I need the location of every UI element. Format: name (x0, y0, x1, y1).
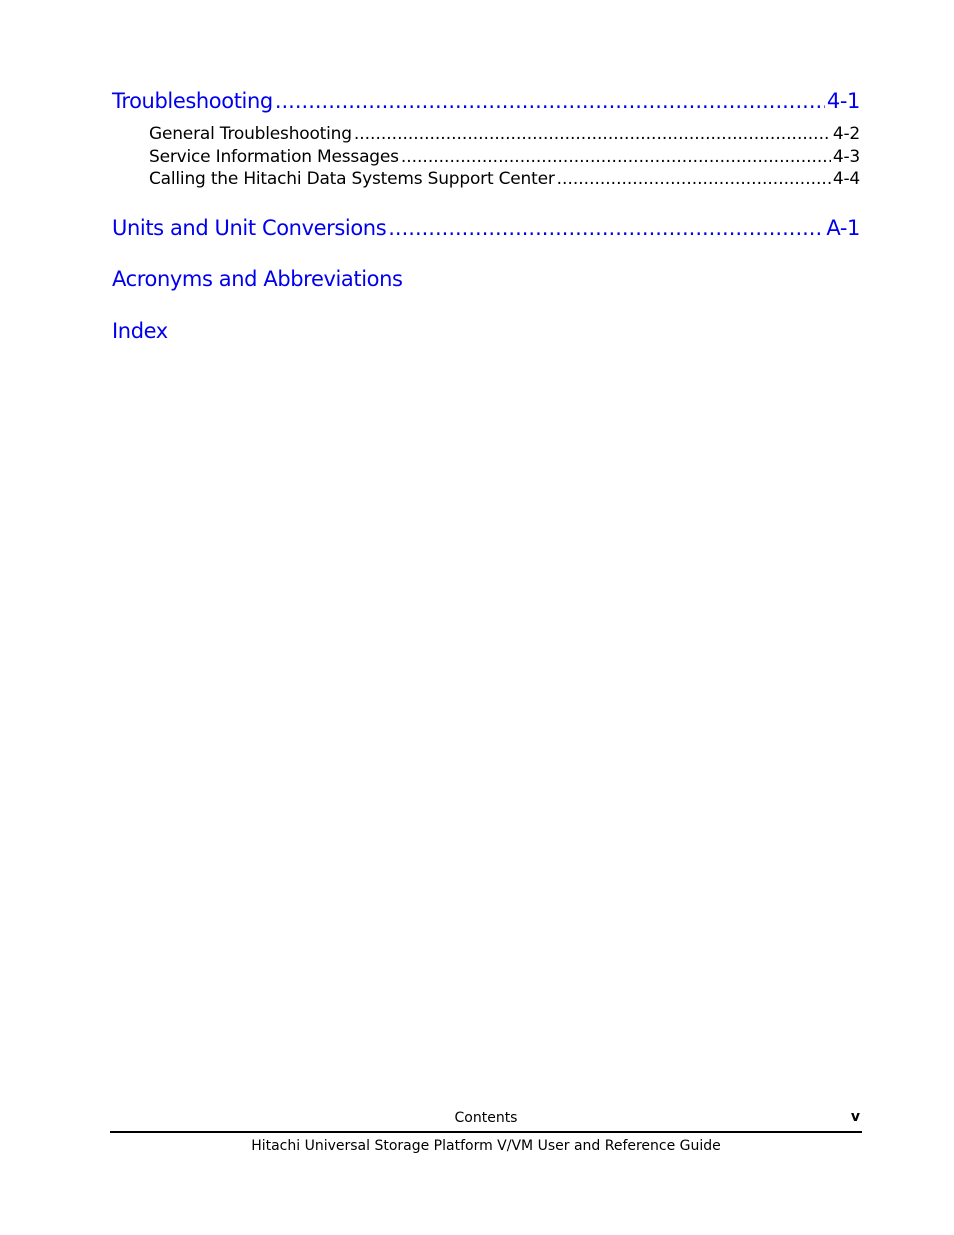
toc-entry-acronyms[interactable]: Acronyms and Abbreviations (112, 267, 403, 291)
footer-section-name: Contents (454, 1110, 518, 1126)
toc-subentry-general-troubleshooting[interactable] (149, 124, 860, 144)
toc-subentry-service-information-messages[interactable] (149, 147, 860, 167)
toc-subentry-label: Service Information Messages (149, 147, 399, 167)
toc-subentry-page: 4-3 (832, 147, 860, 167)
toc-subentry-label: General Troubleshooting (149, 124, 352, 144)
toc-entry-page: A-1 (826, 216, 860, 240)
toc-entry-index[interactable]: Index (112, 319, 168, 343)
footer-guide-title: Hitachi Universal Storage Platform V/VM User and Reference Guide (251, 1138, 721, 1154)
dot-leader (557, 169, 831, 189)
dot-leader (388, 216, 824, 240)
toc-subentry-page: 4-4 (832, 169, 860, 189)
dot-leader (275, 89, 825, 113)
dot-leader (354, 124, 831, 144)
toc-entry-units[interactable] (112, 216, 860, 240)
toc-subentry-page: 4-2 (832, 124, 860, 144)
toc-entry-label: Units and Unit Conversions (112, 216, 387, 240)
footer-page-number: v (850, 1109, 860, 1125)
dot-leader (401, 147, 831, 167)
toc-entry-page: 4-1 (826, 89, 860, 113)
toc-entry-label: Troubleshooting (112, 89, 273, 113)
footer-divider (110, 1131, 862, 1133)
toc-subentry-calling-support-center[interactable] (149, 169, 860, 189)
toc-subentry-label: Calling the Hitachi Data Systems Support Center (149, 169, 555, 189)
toc-entry-troubleshooting[interactable] (112, 89, 860, 113)
